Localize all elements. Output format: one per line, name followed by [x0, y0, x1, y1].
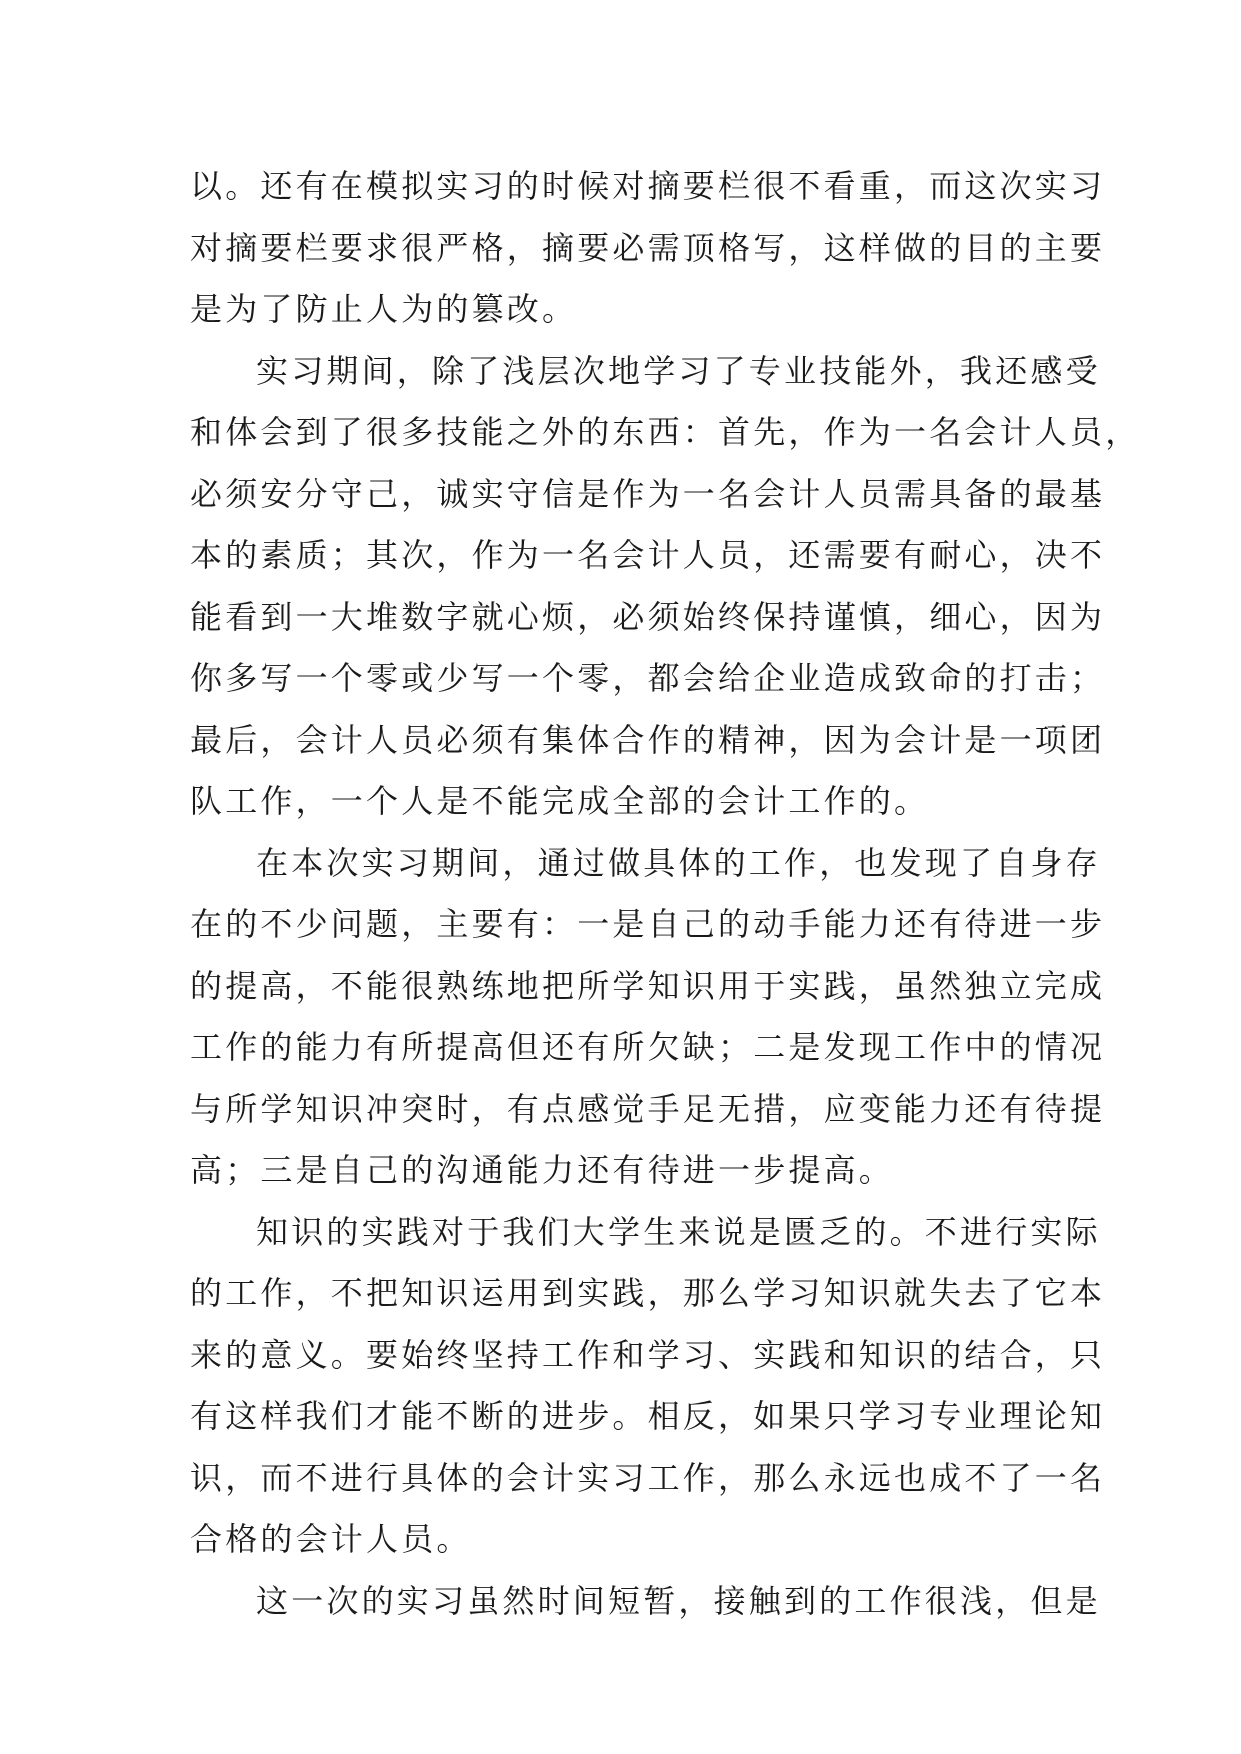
paragraph-start-line: 知识的实践对于我们大学生来说是匮乏的。不进行实际 — [256, 1212, 1101, 1251]
text-line: 的提高，不能很熟练地把所学知识用于实践，虽然独立完成 — [190, 966, 1106, 1005]
text-line: 工作的能力有所提高但还有所欠缺；二是发现工作中的情况 — [190, 1028, 1106, 1066]
text-line: 有这样我们才能不断的进步。相反，如果只学习专业理论知 — [190, 1397, 1106, 1435]
text-line: 合格的会计人员。 — [190, 1520, 472, 1558]
paragraph-start-line: 实习期间，除了浅层次地学习了专业技能外，我还感受 — [256, 351, 1101, 390]
text-line: 识，而不进行具体的会计实习工作，那么永远也成不了一名 — [190, 1458, 1106, 1497]
text-line: 队工作，一个人是不能完成全部的会计工作的。 — [190, 782, 930, 820]
paragraph-start-line: 在本次实习期间，通过做具体的工作，也发现了自身存 — [256, 843, 1101, 882]
text-line: 是为了防止人为的篡改。 — [190, 290, 578, 328]
text-line: 来的意义。要始终坚持工作和学习、实践和知识的结合，只 — [190, 1335, 1106, 1374]
text-line: 和体会到了很多技能之外的东西：首先，作为一名会计人员， — [190, 413, 1141, 451]
text-line: 能看到一大堆数字就心烦，必须始终保持谨慎，细心，因为 — [190, 597, 1106, 636]
text-line: 在的不少问题，主要有：一是自己的动手能力还有待进一步 — [190, 905, 1106, 943]
text-line: 与所学知识冲突时，有点感觉手足无措，应变能力还有待提 — [190, 1089, 1106, 1128]
paragraph-start-line: 这一次的实习虽然时间短暂，接触到的工作很浅，但是 — [256, 1581, 1101, 1620]
text-line: 的工作，不把知识运用到实践，那么学习知识就失去了它本 — [190, 1274, 1106, 1312]
text-line: 以。还有在模拟实习的时候对摘要栏很不看重，而这次实习 — [190, 167, 1106, 205]
text-line: 对摘要栏要求很严格，摘要必需顶格写，这样做的目的主要 — [190, 228, 1106, 267]
text-line: 本的素质；其次，作为一名会计人员，还需要有耐心，决不 — [190, 536, 1106, 574]
text-line: 必须安分守己，诚实守信是作为一名会计人员需具备的最基 — [190, 474, 1106, 513]
text-line: 最后，会计人员必须有集体合作的精神，因为会计是一项团 — [190, 720, 1106, 759]
text-line: 你多写一个零或少写一个零，都会给企业造成致命的打击； — [190, 659, 1106, 697]
document-body — [190, 156, 1141, 1632]
text-line: 高；三是自己的沟通能力还有待进一步提高。 — [190, 1151, 895, 1189]
